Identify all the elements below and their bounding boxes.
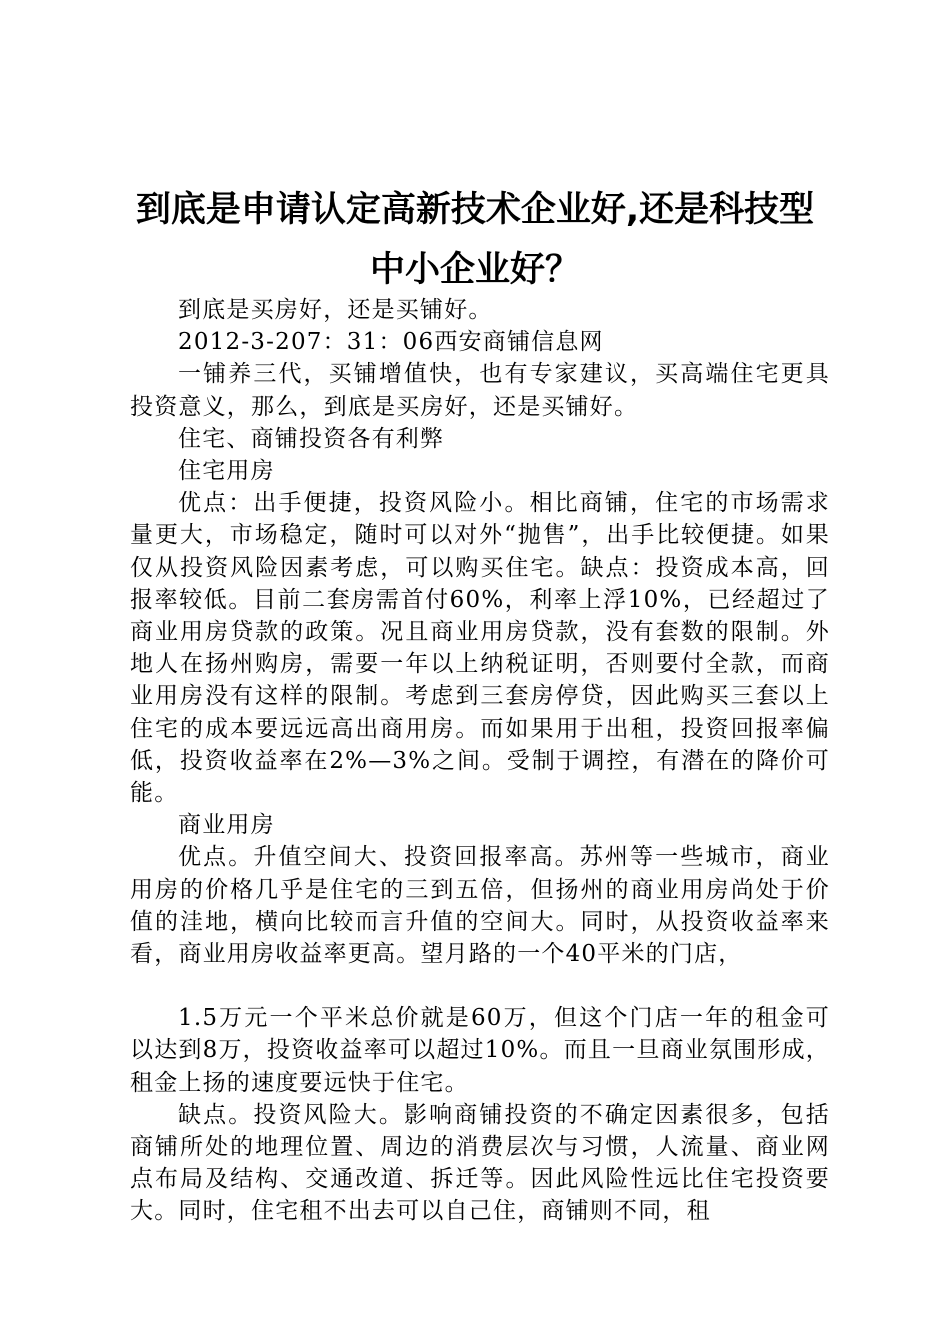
- paragraph-date-source: 2012-3-207：31：06西安商铺信息网: [178, 329, 604, 356]
- document-title-line-2: 中小企业好？: [369, 250, 580, 290]
- paragraph-commercial-example: 1.5万元一个平米总价就是60万，但这个门店一年的租金可以达到8万，投资收益率可以超过10%。而且一旦商业氛围形成，租金上扬的速度要远快于住宅。: [130, 1005, 830, 1096]
- paragraph-intro: 到底是买房好，还是买铺好。: [178, 297, 493, 323]
- paragraph-gap: [130, 970, 830, 1002]
- paragraph-residential-analysis: 优点：出手便捷，投资风险小。相比商铺，住宅的市场需求量更大，市场稳定，随时可以对外“抛售”，出手比较便捷。如果仅从投资风险因素考虑，可以购买住宅。缺点：投资成本高，回报率较低。目前二套房需首付60%，利率上浮10%，已经超过了商业用房贷款的政策。况且商业用房贷款，没有套数的限制。外地人在扬州购房，需要一年以上纳税证明，否则要付全款，而商业用房没有这样的限制。考虑到三套房停贷，因此购买三套以上住宅的成本要远远高出商用房。而如果用于出租，投资回报率偏低，投资收益率在2%—3%之间。受制于调控，有潜在的降价可能。: [130, 490, 830, 807]
- paragraph-commercial-advantages: 优点。升值空间大、投资回报率高。苏州等一些城市，商业用房的价格几乎是住宅的三到五倍，但扬州的商业用房尚处于价值的洼地，横向比较而言升值的空间大。同时，从投资收益率来看，商业用房收益率更高。望月路的一个40平米的门店，: [130, 844, 830, 968]
- paragraph-heading-residential: 住宅用房: [178, 458, 275, 485]
- document-title-line-1: 到底是申请认定高新技术企业好,还是科技型: [135, 190, 815, 230]
- paragraph-commercial-disadvantages: 缺点。投资风险大。影响商铺投资的不确定因素很多，包括商铺所处的地理位置、周边的消费层次与习惯，人流量、商业网点布局及结构、交通改道、拆迁等。因此风险性远比住宅投资要大。同时，住宅租不出去可以自己住，商铺则不同，租: [130, 1101, 830, 1225]
- paragraph-heading-commercial: 商业用房: [178, 812, 275, 839]
- paragraph-opening: 一铺养三代，买铺增值快，也有专家建议，买高端住宅更具投资意义，那么，到底是买房好，还是买铺好。: [130, 361, 830, 420]
- document-body: [130, 294, 830, 1228]
- paragraph-heading-pros-cons: 住宅、商铺投资各有利弊: [178, 425, 445, 452]
